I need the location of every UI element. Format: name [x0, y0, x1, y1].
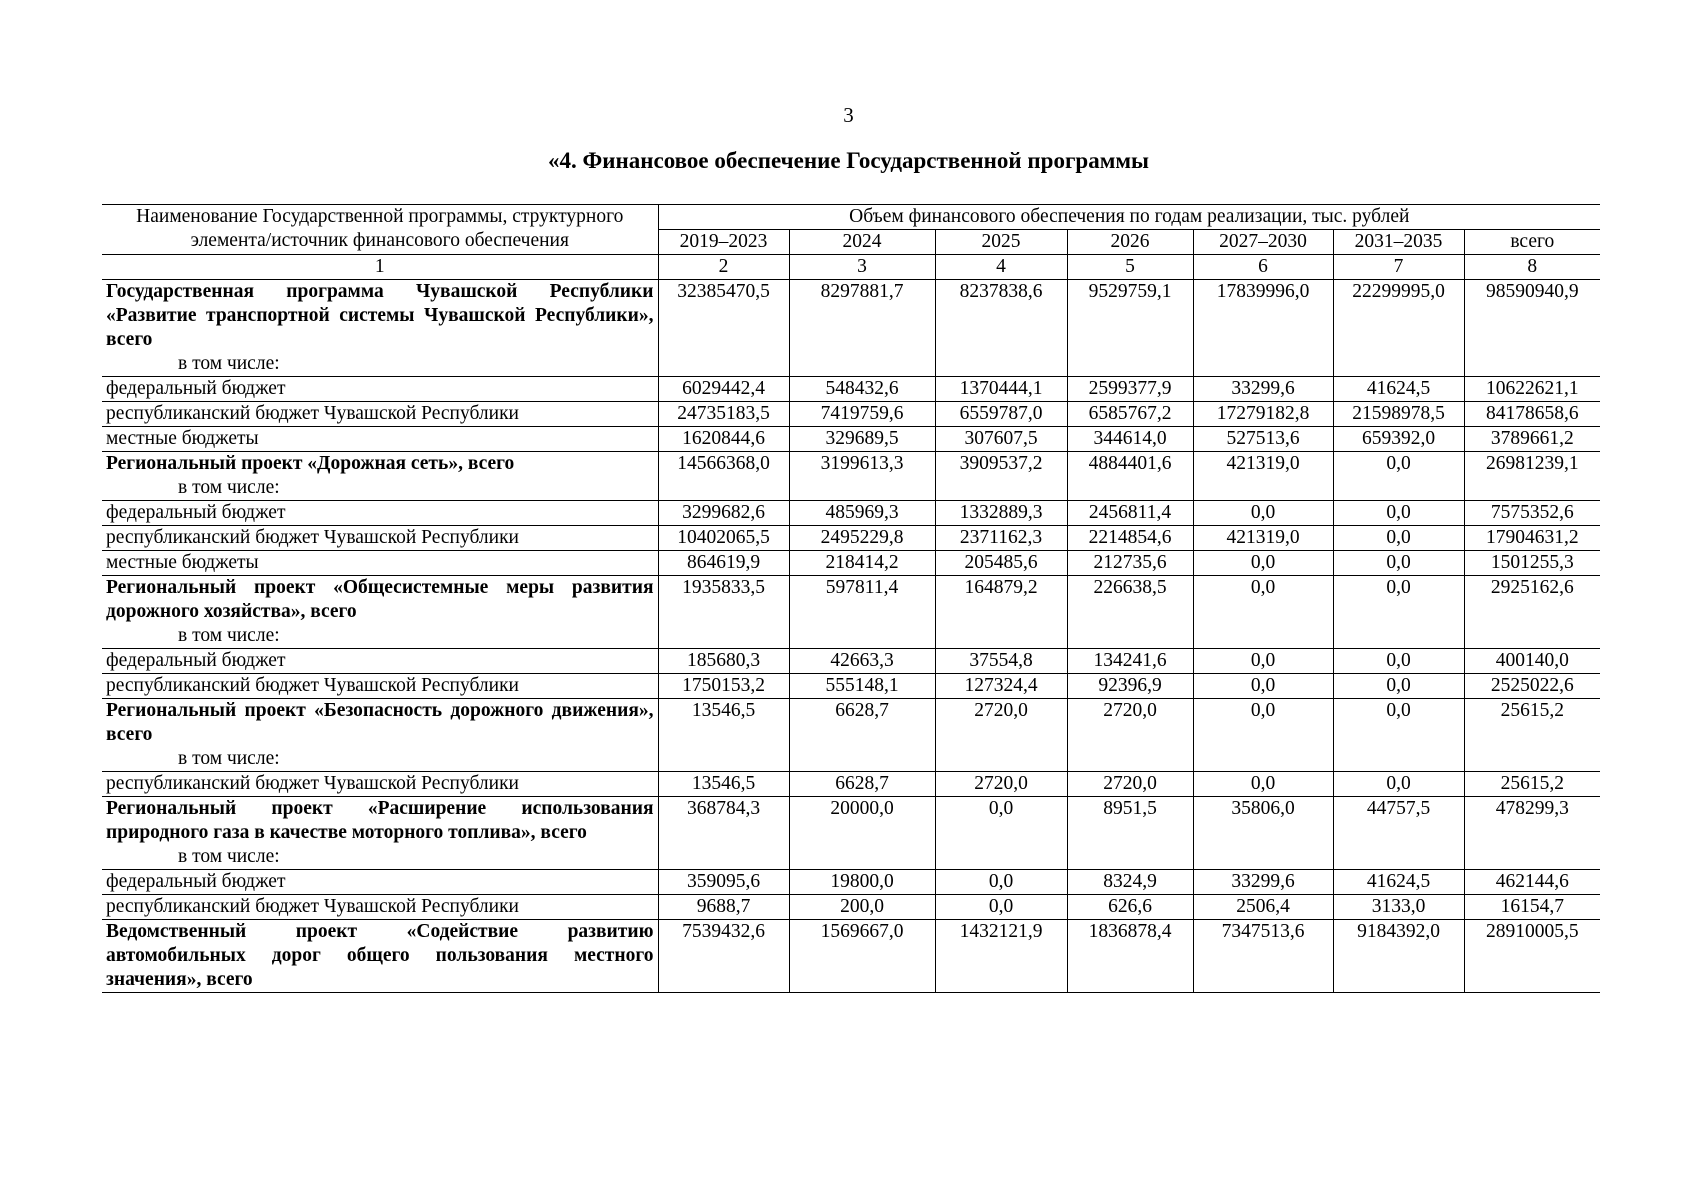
table-row [102, 551, 1600, 576]
value-cell: 37554,8 [935, 649, 1067, 674]
value-cell: 0,0 [1193, 576, 1333, 649]
value-cell: 2506,4 [1193, 895, 1333, 920]
value-cell: 1370444,1 [935, 377, 1067, 402]
value-cell: 0,0 [1333, 772, 1464, 797]
value-cell: 13546,5 [658, 772, 789, 797]
value-cell: 1569667,0 [789, 920, 935, 993]
column-number: 2 [658, 255, 789, 280]
value-cell: 33299,6 [1193, 870, 1333, 895]
column-number: 8 [1464, 255, 1600, 280]
table-row-departmental-project [102, 920, 1600, 993]
value-cell: 6628,7 [789, 699, 935, 772]
table-row [102, 895, 1600, 920]
table-row [102, 674, 1600, 699]
row-name-cell [102, 280, 658, 377]
value-cell: 14566368,0 [658, 452, 789, 501]
value-cell: 9688,7 [658, 895, 789, 920]
value-cell: 2720,0 [1067, 772, 1193, 797]
value-cell: 548432,6 [789, 377, 935, 402]
value-cell: 0,0 [1333, 551, 1464, 576]
value-cell: 0,0 [1193, 699, 1333, 772]
value-cell: 2371162,3 [935, 526, 1067, 551]
value-cell: 26981239,1 [1464, 452, 1600, 501]
row-name: Государственная программа Чувашской Республики «Развитие транспортной системы Чувашской Республики», всего [106, 281, 654, 350]
value-cell: 2720,0 [1067, 699, 1193, 772]
value-cell: 44757,5 [1333, 797, 1464, 870]
value-cell: 864619,9 [658, 551, 789, 576]
value-cell: 205485,6 [935, 551, 1067, 576]
row-name: Региональный проект «Общесистемные меры развития дорожного хозяйства», всего [106, 577, 654, 622]
value-cell: 25615,2 [1464, 699, 1600, 772]
header-row [102, 205, 1600, 230]
table-row [102, 402, 1600, 427]
page-number: 3 [843, 103, 854, 127]
value-cell: 527513,6 [1193, 427, 1333, 452]
value-cell: 25615,2 [1464, 772, 1600, 797]
value-cell: 21598978,5 [1333, 402, 1464, 427]
table-row-program-total [102, 280, 1600, 377]
value-cell: 0,0 [1193, 674, 1333, 699]
row-name: федеральный бюджет [102, 377, 658, 402]
value-cell: 0,0 [935, 797, 1067, 870]
row-name: Ведомственный проект «Содействие развитию автомобильных дорог общего пользования местного значения», всего [106, 921, 654, 990]
column-number-row [102, 255, 1600, 280]
value-cell: 218414,2 [789, 551, 935, 576]
row-name: республиканский бюджет Чувашской Республики [102, 674, 658, 699]
value-cell: 0,0 [1333, 699, 1464, 772]
value-cell: 84178658,6 [1464, 402, 1600, 427]
value-cell: 1836878,4 [1067, 920, 1193, 993]
row-name-cell [102, 452, 658, 501]
value-cell: 400140,0 [1464, 649, 1600, 674]
value-cell: 2720,0 [935, 699, 1067, 772]
value-cell: 0,0 [1333, 452, 1464, 501]
value-cell: 1750153,2 [658, 674, 789, 699]
value-cell: 307607,5 [935, 427, 1067, 452]
value-cell: 0,0 [935, 870, 1067, 895]
value-cell: 0,0 [1333, 576, 1464, 649]
value-cell: 368784,3 [658, 797, 789, 870]
value-cell: 185680,3 [658, 649, 789, 674]
table-row-project-road-network [102, 452, 1600, 501]
value-cell: 1620844,6 [658, 427, 789, 452]
row-sub-label: в том числе: [178, 625, 280, 646]
value-cell: 344614,0 [1067, 427, 1193, 452]
period-header: 2025 [935, 230, 1067, 255]
column-number: 6 [1193, 255, 1333, 280]
value-cell: 0,0 [1333, 674, 1464, 699]
column-number: 1 [102, 255, 658, 280]
row-name: республиканский бюджет Чувашской Республики [102, 526, 658, 551]
value-cell: 0,0 [935, 895, 1067, 920]
value-cell: 28910005,5 [1464, 920, 1600, 993]
table-row [102, 526, 1600, 551]
value-cell: 20000,0 [789, 797, 935, 870]
row-sub-label: в том числе: [178, 846, 280, 867]
table-row [102, 772, 1600, 797]
value-cell: 10622621,1 [1464, 377, 1600, 402]
value-cell: 7419759,6 [789, 402, 935, 427]
value-cell: 2599377,9 [1067, 377, 1193, 402]
value-cell: 212735,6 [1067, 551, 1193, 576]
row-name: республиканский бюджет Чувашской Республики [102, 772, 658, 797]
value-cell: 462144,6 [1464, 870, 1600, 895]
value-cell: 33299,6 [1193, 377, 1333, 402]
value-cell: 3909537,2 [935, 452, 1067, 501]
value-cell: 22299995,0 [1333, 280, 1464, 377]
table-row [102, 501, 1600, 526]
period-header: всего [1464, 230, 1600, 255]
value-cell: 3133,0 [1333, 895, 1464, 920]
value-cell: 92396,9 [1067, 674, 1193, 699]
value-cell: 6585767,2 [1067, 402, 1193, 427]
value-cell: 329689,5 [789, 427, 935, 452]
value-cell: 8951,5 [1067, 797, 1193, 870]
value-cell: 41624,5 [1333, 870, 1464, 895]
value-cell: 6029442,4 [658, 377, 789, 402]
volume-header: Объем финансового обеспечения по годам реализации, тыс. рублей [658, 205, 1600, 230]
value-cell: 0,0 [1333, 649, 1464, 674]
period-header: 2019–2023 [658, 230, 789, 255]
table-row [102, 377, 1600, 402]
value-cell: 3789661,2 [1464, 427, 1600, 452]
value-cell: 6628,7 [789, 772, 935, 797]
table-row [102, 870, 1600, 895]
value-cell: 2456811,4 [1067, 501, 1193, 526]
value-cell: 2720,0 [935, 772, 1067, 797]
value-cell: 478299,3 [1464, 797, 1600, 870]
value-cell: 597811,4 [789, 576, 935, 649]
value-cell: 1935833,5 [658, 576, 789, 649]
value-cell: 1501255,3 [1464, 551, 1600, 576]
value-cell: 0,0 [1333, 501, 1464, 526]
row-name: Региональный проект «Расширение использования природного газа в качестве моторного топлива», всего [106, 798, 654, 843]
value-cell: 98590940,9 [1464, 280, 1600, 377]
value-cell: 8237838,6 [935, 280, 1067, 377]
value-cell: 164879,2 [935, 576, 1067, 649]
row-sub-label: в том числе: [178, 353, 280, 374]
value-cell: 7575352,6 [1464, 501, 1600, 526]
period-header: 2031–2035 [1333, 230, 1464, 255]
value-cell: 35806,0 [1193, 797, 1333, 870]
value-cell: 626,6 [1067, 895, 1193, 920]
value-cell: 24735183,5 [658, 402, 789, 427]
row-name: федеральный бюджет [102, 501, 658, 526]
value-cell: 19800,0 [789, 870, 935, 895]
table-row [102, 649, 1600, 674]
period-header: 2026 [1067, 230, 1193, 255]
column-number: 7 [1333, 255, 1464, 280]
value-cell: 16154,7 [1464, 895, 1600, 920]
value-cell: 17279182,8 [1193, 402, 1333, 427]
value-cell: 8297881,7 [789, 280, 935, 377]
row-sub-label: в том числе: [178, 748, 280, 769]
value-cell: 359095,6 [658, 870, 789, 895]
value-cell: 226638,5 [1067, 576, 1193, 649]
row-sub-label: в том числе: [178, 477, 280, 498]
row-name: федеральный бюджет [102, 649, 658, 674]
row-name-cell [102, 576, 658, 649]
name-column-header: Наименование Государственной программы, структурного элемента/источник финансового обеспечения [102, 205, 658, 255]
section-title: «4. Финансовое обеспечение Государственной программы [548, 148, 1149, 173]
value-cell: 421319,0 [1193, 452, 1333, 501]
value-cell: 1432121,9 [935, 920, 1067, 993]
value-cell: 4884401,6 [1067, 452, 1193, 501]
value-cell: 41624,5 [1333, 377, 1464, 402]
row-name: местные бюджеты [102, 427, 658, 452]
financing-table [102, 204, 1600, 993]
value-cell: 9529759,1 [1067, 280, 1193, 377]
column-number: 4 [935, 255, 1067, 280]
value-cell: 7539432,6 [658, 920, 789, 993]
row-name: республиканский бюджет Чувашской Республики [102, 895, 658, 920]
value-cell: 17839996,0 [1193, 280, 1333, 377]
value-cell: 13546,5 [658, 699, 789, 772]
value-cell: 2925162,6 [1464, 576, 1600, 649]
value-cell: 0,0 [1333, 526, 1464, 551]
value-cell: 659392,0 [1333, 427, 1464, 452]
value-cell: 10402065,5 [658, 526, 789, 551]
value-cell: 485969,3 [789, 501, 935, 526]
row-name-cell [102, 797, 658, 870]
column-number: 3 [789, 255, 935, 280]
value-cell: 32385470,5 [658, 280, 789, 377]
value-cell: 17904631,2 [1464, 526, 1600, 551]
period-header: 2027–2030 [1193, 230, 1333, 255]
row-name: Региональный проект «Безопасность дорожного движения», всего [106, 700, 654, 745]
value-cell: 0,0 [1193, 772, 1333, 797]
value-cell: 2214854,6 [1067, 526, 1193, 551]
value-cell: 0,0 [1193, 649, 1333, 674]
value-cell: 421319,0 [1193, 526, 1333, 551]
period-header: 2024 [789, 230, 935, 255]
table-row [102, 427, 1600, 452]
column-number: 5 [1067, 255, 1193, 280]
table-row-project-road-safety [102, 699, 1600, 772]
row-name-cell [102, 920, 658, 993]
row-name-cell [102, 699, 658, 772]
value-cell: 42663,3 [789, 649, 935, 674]
row-name: федеральный бюджет [102, 870, 658, 895]
value-cell: 1332889,3 [935, 501, 1067, 526]
value-cell: 2495229,8 [789, 526, 935, 551]
value-cell: 3299682,6 [658, 501, 789, 526]
value-cell: 0,0 [1193, 501, 1333, 526]
value-cell: 8324,9 [1067, 870, 1193, 895]
value-cell: 2525022,6 [1464, 674, 1600, 699]
value-cell: 134241,6 [1067, 649, 1193, 674]
table-row-project-system-measures [102, 576, 1600, 649]
value-cell: 9184392,0 [1333, 920, 1464, 993]
value-cell: 555148,1 [789, 674, 935, 699]
value-cell: 200,0 [789, 895, 935, 920]
value-cell: 7347513,6 [1193, 920, 1333, 993]
row-name: Региональный проект «Дорожная сеть», всего [106, 453, 515, 474]
value-cell: 6559787,0 [935, 402, 1067, 427]
table-row-project-natural-gas [102, 797, 1600, 870]
row-name: местные бюджеты [102, 551, 658, 576]
value-cell: 127324,4 [935, 674, 1067, 699]
value-cell: 0,0 [1193, 551, 1333, 576]
row-name: республиканский бюджет Чувашской Республики [102, 402, 658, 427]
value-cell: 3199613,3 [789, 452, 935, 501]
